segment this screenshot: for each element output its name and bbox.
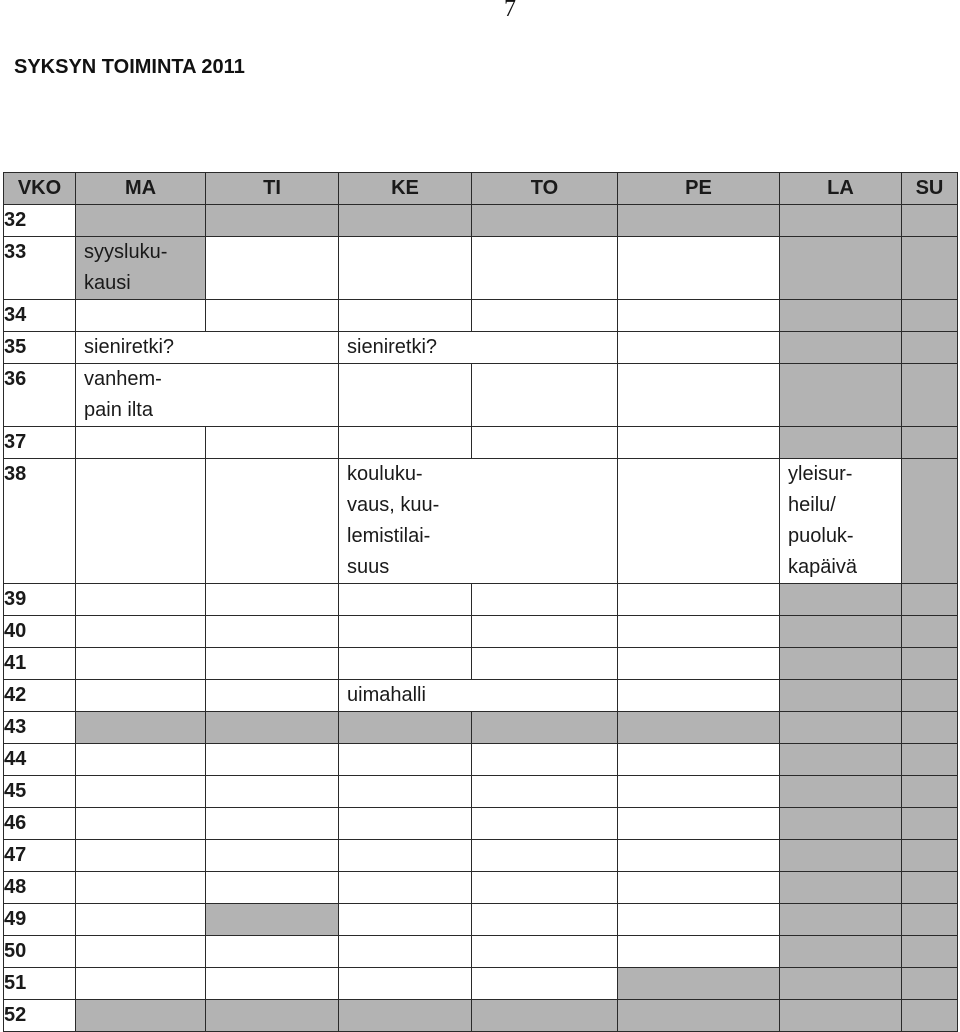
cell-to: [472, 744, 618, 776]
cell-to: [472, 904, 618, 936]
cell-la: [780, 776, 902, 808]
cell-text: sieniretki?: [84, 336, 175, 358]
cell-pe: [618, 300, 780, 332]
cell-ma: [76, 936, 206, 968]
table-row: [4, 648, 958, 680]
week-cell: 41: [4, 648, 76, 680]
table-row: [4, 332, 958, 364]
cell-to: [472, 584, 618, 616]
cell-pe: [618, 776, 780, 808]
cell-ma: [76, 205, 206, 237]
cell-la: [780, 332, 902, 364]
cell-ti: [206, 808, 339, 840]
cell-to: [472, 1000, 618, 1032]
week-cell: 35: [4, 332, 76, 364]
week-cell: 51: [4, 968, 76, 1000]
cell-pe: [618, 744, 780, 776]
cell-pe: [618, 459, 780, 584]
cell-pe: [618, 584, 780, 616]
cell-ke: [339, 616, 472, 648]
cell-ma: [76, 680, 206, 712]
week-cell: 32: [4, 205, 76, 237]
table-row: [4, 904, 958, 936]
cell-pe: [618, 1000, 780, 1032]
cell-ke: [339, 332, 618, 364]
cell-to: [472, 872, 618, 904]
cell-la: [780, 616, 902, 648]
table-row: [4, 840, 958, 872]
cell-la: [780, 300, 902, 332]
cell-su: [902, 712, 958, 744]
table-row: [4, 459, 958, 584]
cell-pe: [618, 616, 780, 648]
cell-to: [472, 648, 618, 680]
cell-ti: [206, 584, 339, 616]
cell-to: [472, 808, 618, 840]
cell-ke: [339, 205, 472, 237]
cell-ti: [206, 712, 339, 744]
cell-su: [902, 332, 958, 364]
cell-to: [472, 616, 618, 648]
cell-ma: [76, 616, 206, 648]
header-row: [4, 173, 958, 205]
page-number: 7: [504, 0, 516, 22]
cell-to: [472, 205, 618, 237]
page-title: SYKSYN TOIMINTA 2011: [14, 56, 245, 78]
cell-ke: [339, 364, 472, 427]
cell-su: [902, 427, 958, 459]
cell-ma: [76, 427, 206, 459]
cell-to: [472, 776, 618, 808]
cell-ma: [76, 904, 206, 936]
cell-to: [472, 237, 618, 300]
table-row: [4, 205, 958, 237]
header-ti: TI: [206, 173, 339, 205]
cell-su: [902, 840, 958, 872]
cell-text: syysluku- kausi: [84, 241, 168, 294]
header-vko: VKO: [4, 173, 76, 205]
week-cell: 50: [4, 936, 76, 968]
table-row: [4, 936, 958, 968]
cell-su: [902, 680, 958, 712]
cell-su: [902, 1000, 958, 1032]
cell-text: kouluku- vaus, kuu- lemistilai- suus: [347, 463, 440, 578]
week-cell: 34: [4, 300, 76, 332]
week-cell: 45: [4, 776, 76, 808]
cell-la: [780, 968, 902, 1000]
week-cell: 38: [4, 459, 76, 584]
cell-ti: [206, 1000, 339, 1032]
cell-la: [780, 648, 902, 680]
table-row: [4, 968, 958, 1000]
cell-ti: [206, 300, 339, 332]
cell-ti: [206, 205, 339, 237]
cell-pe: [618, 968, 780, 1000]
header-ma: MA: [76, 173, 206, 205]
cell-ti: [206, 776, 339, 808]
cell-su: [902, 300, 958, 332]
week-cell: 40: [4, 616, 76, 648]
week-cell: 49: [4, 904, 76, 936]
cell-ke: [339, 680, 618, 712]
cell-su: [902, 936, 958, 968]
cell-pe: [618, 364, 780, 427]
cell-ti: [206, 904, 339, 936]
cell-ke: [339, 968, 472, 1000]
cell-ma: [76, 968, 206, 1000]
table-row: [4, 680, 958, 712]
cell-ti: [206, 936, 339, 968]
cell-text: uimahalli: [347, 684, 426, 706]
cell-pe: [618, 680, 780, 712]
cell-ke: [339, 904, 472, 936]
cell-pe: [618, 427, 780, 459]
week-cell: 37: [4, 427, 76, 459]
cell-ke: [339, 648, 472, 680]
cell-ke: [339, 237, 472, 300]
cell-ti: [206, 840, 339, 872]
header-pe: PE: [618, 173, 780, 205]
cell-ma: [76, 872, 206, 904]
cell-ti: [206, 648, 339, 680]
cell-su: [902, 744, 958, 776]
table-row: [4, 300, 958, 332]
cell-su: [902, 808, 958, 840]
cell-to: [472, 968, 618, 1000]
cell-pe: [618, 840, 780, 872]
cell-to: [472, 712, 618, 744]
schedule-table: [3, 172, 958, 1032]
table-row: [4, 744, 958, 776]
cell-ke: [339, 744, 472, 776]
cell-ma: [76, 332, 339, 364]
cell-ma: [76, 776, 206, 808]
cell-ke: [339, 459, 618, 584]
header-su: SU: [902, 173, 958, 205]
week-cell: 43: [4, 712, 76, 744]
cell-pe: [618, 808, 780, 840]
cell-pe: [618, 904, 780, 936]
cell-pe: [618, 205, 780, 237]
cell-la: [780, 840, 902, 872]
cell-pe: [618, 648, 780, 680]
week-cell: 47: [4, 840, 76, 872]
table-row: [4, 584, 958, 616]
week-cell: 33: [4, 237, 76, 300]
cell-la: [780, 237, 902, 300]
cell-text: yleisur- heilu/ puoluk- kapäivä: [788, 463, 857, 578]
cell-su: [902, 648, 958, 680]
cell-la: [780, 1000, 902, 1032]
cell-su: [902, 459, 958, 584]
cell-su: [902, 364, 958, 427]
header-to: TO: [472, 173, 618, 205]
cell-ma: [76, 364, 339, 427]
cell-su: [902, 968, 958, 1000]
cell-la: [780, 712, 902, 744]
cell-ti: [206, 872, 339, 904]
cell-ma: [76, 840, 206, 872]
cell-ke: [339, 300, 472, 332]
cell-la: [780, 936, 902, 968]
cell-la: [780, 872, 902, 904]
table-row: [4, 808, 958, 840]
cell-la: [780, 744, 902, 776]
cell-ma: [76, 237, 206, 300]
week-cell: 46: [4, 808, 76, 840]
cell-text: sieniretki?: [347, 336, 438, 358]
cell-ma: [76, 300, 206, 332]
table-row: [4, 364, 958, 427]
cell-su: [902, 237, 958, 300]
cell-ma: [76, 459, 206, 584]
table-row: [4, 427, 958, 459]
cell-ke: [339, 936, 472, 968]
cell-la: [780, 427, 902, 459]
cell-ma: [76, 744, 206, 776]
cell-pe: [618, 936, 780, 968]
cell-ti: [206, 968, 339, 1000]
cell-su: [902, 776, 958, 808]
cell-ke: [339, 712, 472, 744]
cell-to: [472, 840, 618, 872]
cell-ke: [339, 427, 472, 459]
cell-ma: [76, 712, 206, 744]
cell-su: [902, 584, 958, 616]
cell-to: [472, 427, 618, 459]
week-cell: 39: [4, 584, 76, 616]
cell-ti: [206, 459, 339, 584]
cell-ke: [339, 1000, 472, 1032]
cell-ti: [206, 680, 339, 712]
cell-pe: [618, 872, 780, 904]
cell-la: [780, 459, 902, 584]
cell-ti: [206, 427, 339, 459]
cell-la: [780, 680, 902, 712]
cell-la: [780, 584, 902, 616]
cell-ke: [339, 776, 472, 808]
week-cell: 44: [4, 744, 76, 776]
cell-ti: [206, 744, 339, 776]
header-ke: KE: [339, 173, 472, 205]
cell-ke: [339, 872, 472, 904]
table-row: [4, 237, 958, 300]
cell-su: [902, 616, 958, 648]
cell-su: [902, 205, 958, 237]
cell-to: [472, 300, 618, 332]
table-row: [4, 1000, 958, 1032]
cell-pe: [618, 332, 780, 364]
cell-la: [780, 364, 902, 427]
table-row: [4, 616, 958, 648]
table-row: [4, 712, 958, 744]
week-cell: 48: [4, 872, 76, 904]
cell-ke: [339, 584, 472, 616]
cell-to: [472, 364, 618, 427]
cell-ma: [76, 584, 206, 616]
cell-text: vanhem- pain ilta: [84, 368, 162, 421]
table-row: [4, 776, 958, 808]
cell-su: [902, 904, 958, 936]
cell-ma: [76, 648, 206, 680]
cell-ma: [76, 808, 206, 840]
header-la: LA: [780, 173, 902, 205]
cell-la: [780, 205, 902, 237]
week-cell: 52: [4, 1000, 76, 1032]
cell-ke: [339, 808, 472, 840]
cell-pe: [618, 712, 780, 744]
cell-to: [472, 936, 618, 968]
table-row: [4, 872, 958, 904]
week-cell: 42: [4, 680, 76, 712]
cell-pe: [618, 237, 780, 300]
cell-ma: [76, 1000, 206, 1032]
cell-su: [902, 872, 958, 904]
cell-ti: [206, 616, 339, 648]
week-cell: 36: [4, 364, 76, 427]
cell-la: [780, 904, 902, 936]
cell-ke: [339, 840, 472, 872]
cell-ti: [206, 237, 339, 300]
cell-la: [780, 808, 902, 840]
